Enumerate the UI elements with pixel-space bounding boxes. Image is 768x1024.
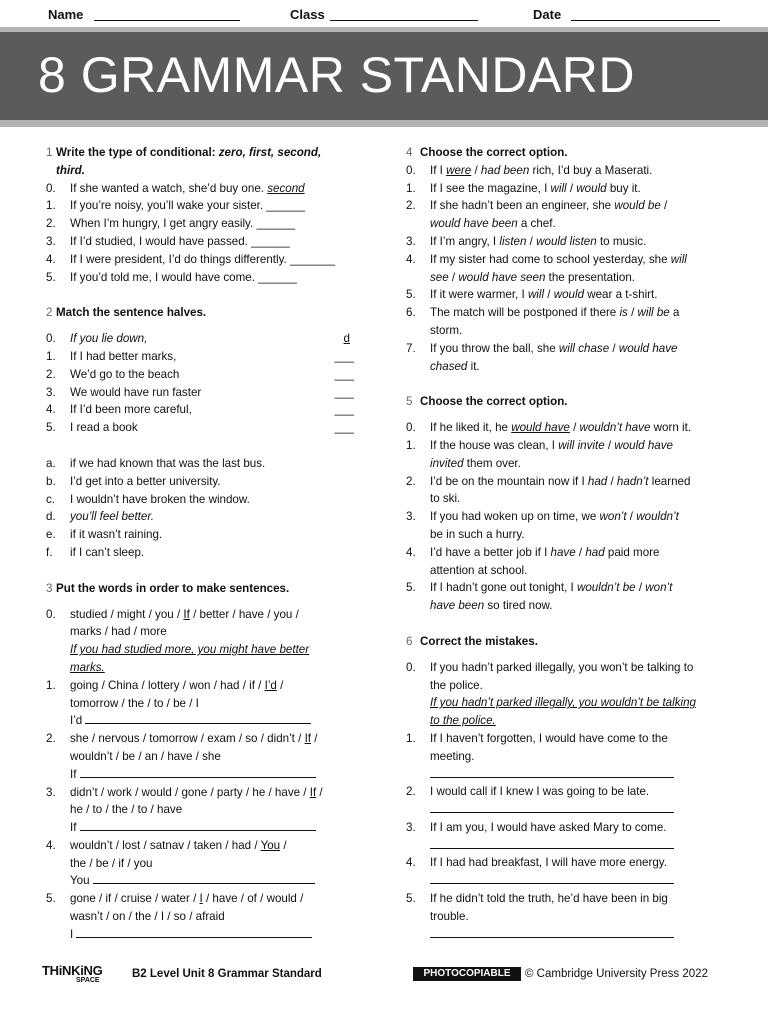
- list-item[interactable]: 2. If she hadn’t been an engineer, she would be /: [406, 199, 668, 213]
- exercise-5-heading: 5 Choose the correct option.: [406, 395, 568, 409]
- exercise-2-heading: 2 Match the sentence halves.: [46, 306, 207, 320]
- answer-line[interactable]: [406, 926, 730, 944]
- page-title: 8 GRAMMAR STANDARD: [38, 47, 636, 103]
- exercise-1: 1 Write the type of conditional: zero, first, second, third. 0. If she wanted a watch, she’d buy one. second 1. If you’re noisy, you’ll wake your sister. ______ 2. When I’m hungry, I get angry easily. ______ 3. If I’d studied, I would have passed. ______ 4. If I were president, I’d do things differently. _______ 5. If you’d told me, I would have come. ______: [46, 144, 386, 286]
- list-item[interactable]: 6. The match will be postponed if there is / will be a: [406, 306, 680, 320]
- list-item: 4. If I had had breakfast, I will have more energy.: [406, 856, 667, 870]
- option-item: a. if we had known that was the last bus.: [46, 456, 266, 470]
- answer-line[interactable]: [406, 766, 730, 784]
- list-item[interactable]: 2. I’d be on the mountain now if I had / hadn’t learned: [406, 474, 691, 488]
- answer-line[interactable]: You: [46, 872, 386, 890]
- list-item[interactable]: 4. If I’d been more careful, ___: [46, 401, 354, 419]
- exercise-3-heading: 3 Put the words in order to make sentences.: [46, 581, 290, 595]
- list-item: 1. going / China / lottery / won / had / if / I’d /: [46, 678, 284, 692]
- list-item: 2. she / nervous / tomorrow / exam / so / didn’t / If /: [46, 732, 318, 746]
- exercise-4-heading: 4 Choose the correct option.: [406, 146, 568, 159]
- right-column: [406, 144, 730, 943]
- exercise-6: 6 Correct the mistakes. 0. If you hadn’t parked illegally, you won’t be talking to the police. If you hadn’t parked illegally, you wouldn’t be talking to the police. 1. If I haven’t forgotten, I would have come to the meeting. 2. I would call if I knew I was going to be late. 3. If I am you, I would have asked Mary to come. 4. If I had had breakfast, I will have more energy. 5. If he didn’t told the truth, he’d have been in big trouble.: [406, 633, 730, 944]
- exercise-1-heading: 1 Write the type of conditional: zero, first, second,: [46, 146, 322, 159]
- class-field[interactable]: [330, 20, 478, 21]
- list-item[interactable]: 5. If I hadn’t gone out tonight, I wouldn’t be / won’t: [406, 581, 673, 595]
- list-item[interactable]: 4. I’d have a better job if I have / had paid more: [406, 545, 660, 559]
- list-item[interactable]: 4. If my sister had come to school yesterday, she will: [406, 252, 687, 266]
- option-item: e. if it wasn’t raining.: [46, 528, 163, 542]
- photocopiable-badge: PHOTOCOPIABLE: [413, 967, 521, 981]
- example-answer: If you had studied more, you might have better: [70, 643, 310, 657]
- list-item[interactable]: 1. If the house was clean, I will invite / would have: [406, 438, 673, 452]
- list-item[interactable]: 1. If I see the magazine, I will / would buy it.: [406, 181, 641, 195]
- exercise-5: 5 Choose the correct option. 0. If he liked it, he would have / wouldn’t have worn it. 1. If the house was clean, I will invite / would have invited them over. 2. I’d be on the mountain now if I had / hadn’t learned to ski. 3. If you had woken up on time, we won’t / wouldn’t be in such a hurry. 4. I’d have a better job if I have / had paid more attention at school. 5. If I hadn’t gone out tonight, I wouldn’t be / won’t have been so tired now.: [406, 393, 730, 615]
- left-column: [46, 144, 386, 944]
- list-item: 3. If I am you, I would have asked Mary to come.: [406, 820, 667, 834]
- list-item: 2. I would call if I knew I was going to be late.: [406, 785, 650, 799]
- level-unit-label: B2 Level Unit 8 Grammar Standard: [132, 968, 322, 980]
- exercise-3: 3 Put the words in order to make sentences. 0. studied / might / you / If / better / have / you / marks / had / more If you had studied more, you might have better marks. 1. going / China / lottery / won / had / if / I’d / tomorrow / the / to / be / I I’d 2. she / nervous / tomorrow / exam / so / didn’t / If / wouldn’t / be / an / have / she If 3. didn’t / work / would / gone / party / he / have / If / he / to / the / to / have If 4. wouldn’t / lost / satnav / taken / had / You / the / be / if / you You 5. gone / if / cruise / water / I / have / of / would / wasn’t / on / the / I / so / afraid I: [46, 580, 386, 944]
- answer-blank[interactable]: ___: [334, 385, 354, 399]
- exercise-6-heading: 6 Correct the mistakes.: [406, 634, 538, 648]
- answer-line[interactable]: If: [46, 819, 386, 837]
- list-item[interactable]: 3. If you had woken up on time, we won’t / wouldn’t: [406, 510, 679, 524]
- list-item: 3. didn’t / work / would / gone / party / he / have / If /: [46, 785, 323, 799]
- answer-blank[interactable]: ___: [334, 421, 354, 435]
- list-item: 4. wouldn’t / lost / satnav / taken / had / You /: [46, 838, 287, 852]
- answer-line[interactable]: [406, 872, 730, 890]
- answer-blank[interactable]: ___: [334, 367, 354, 381]
- answer-line[interactable]: If: [46, 766, 386, 784]
- answer-blank[interactable]: ___: [334, 403, 354, 417]
- exercise-4: 4 Choose the correct option. 0. If I were / had been rich, I’d buy a Maserati. 1. If I see the magazine, I will / would buy it. 2. If she hadn’t been an engineer, she would be / would have been a chef. 3. If I’m angry, I listen / would listen to music. 4. If my sister had come to school yesterday, she will see / would have seen the presentation. 5. If it were warmer, I will / would wear a t-shirt. 6. The match will be postponed if there is / will be a storm. 7. If you throw the ball, she will chase / would have chased it.: [406, 144, 730, 375]
- option-item: b. I’d get into a better university.: [46, 474, 221, 488]
- list-item[interactable]: 4. If I were president, I’d do things differently. _______: [46, 252, 336, 266]
- list-item[interactable]: 3. If I’m angry, I listen / would listen to music.: [406, 234, 647, 248]
- exercise-2: [46, 304, 354, 561]
- thinking-space-logo: THiNKiNG SPACE: [42, 963, 103, 984]
- list-item: 0. If I were / had been rich, I’d buy a Maserati.: [406, 163, 653, 177]
- name-label: Name: [48, 7, 84, 22]
- option-item: d. you’ll feel better.: [46, 510, 154, 524]
- list-item: 0. studied / might / you / If / better / have / you /: [46, 607, 299, 621]
- list-item[interactable]: 1. If I had better marks, ___: [46, 348, 354, 366]
- option-item: f. if I can’t sleep.: [46, 545, 145, 559]
- class-label: Class: [290, 7, 325, 22]
- example-answer: second: [267, 181, 305, 195]
- answer-line[interactable]: [406, 837, 730, 855]
- footer: [0, 962, 768, 992]
- name-class-date-header: [0, 0, 768, 30]
- list-item: 5. gone / if / cruise / water / I / have / of / would /: [46, 892, 304, 906]
- list-item: 0. If you lie down, d: [46, 332, 350, 346]
- example-answer: If you hadn’t parked illegally, you wouldn’t be talking: [430, 696, 696, 710]
- answer-line[interactable]: I’d: [46, 712, 386, 730]
- list-item[interactable]: 5. If it were warmer, I will / would wear a t-shirt.: [406, 288, 658, 302]
- list-item[interactable]: 5. I read a book ___: [46, 419, 354, 437]
- list-item: 1. If I haven’t forgotten, I would have come to the: [406, 731, 668, 745]
- list-item[interactable]: 7. If you throw the ball, she will chase / would have: [406, 341, 678, 355]
- option-item: c. I wouldn’t have broken the window.: [46, 492, 250, 506]
- name-field[interactable]: [94, 20, 240, 21]
- list-item: 5. If he didn’t told the truth, he’d have been in big: [406, 892, 668, 906]
- list-item: 0. If he liked it, he would have / wouldn’t have worn it.: [406, 421, 692, 435]
- copyright: © Cambridge University Press 2022: [525, 968, 708, 980]
- list-item: 0. If she wanted a watch, she’d buy one. second: [46, 181, 305, 195]
- answer-blank[interactable]: ___: [334, 349, 354, 363]
- title-banner: [0, 27, 768, 127]
- date-field[interactable]: [571, 20, 720, 21]
- list-item: 0. If you hadn’t parked illegally, you won’t be talking to: [406, 660, 694, 674]
- list-item[interactable]: 1. If you’re noisy, you’ll wake your sister. ______: [46, 199, 305, 213]
- date-label: Date: [533, 7, 562, 22]
- list-item[interactable]: 3. If I’d studied, I would have passed. ______: [46, 234, 290, 248]
- list-item[interactable]: 2. When I’m hungry, I get angry easily. ______: [46, 217, 296, 231]
- list-item[interactable]: 3. We would have run faster ___: [46, 384, 354, 402]
- list-item[interactable]: 2. We’d go to the beach ___: [46, 366, 354, 384]
- answer-line[interactable]: I: [46, 926, 386, 944]
- answer-line[interactable]: [406, 801, 730, 819]
- list-item[interactable]: 5. If you’d told me, I would have come. ______: [46, 270, 297, 284]
